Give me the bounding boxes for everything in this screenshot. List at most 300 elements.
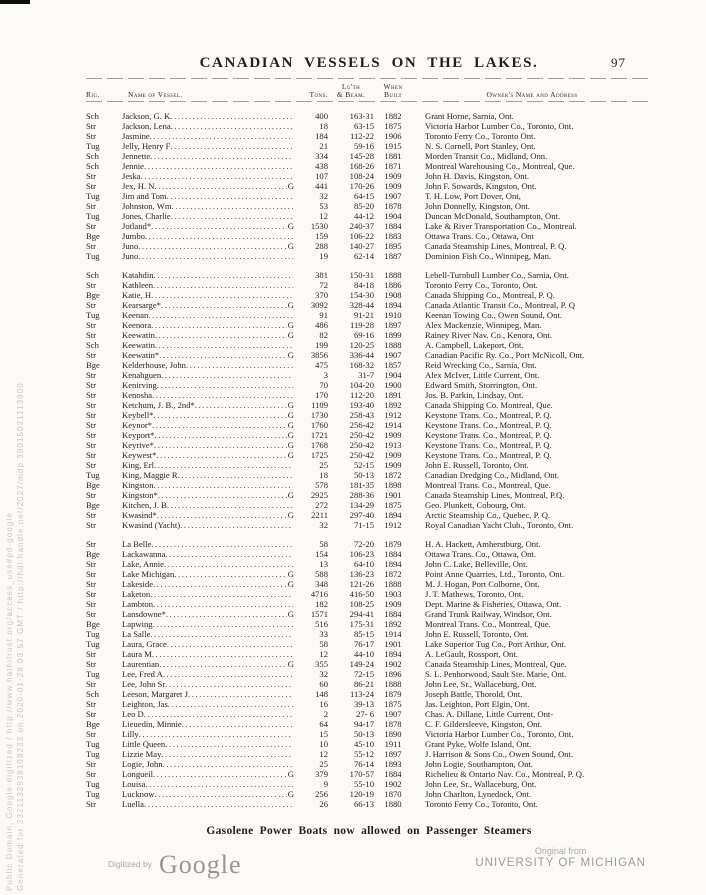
year-built-cell: 1892 <box>384 400 402 410</box>
vessel-name-cell <box>122 779 294 789</box>
table-row <box>86 799 652 809</box>
length-beam-cell: 85-20 <box>353 201 374 211</box>
g-mark: G <box>287 241 294 251</box>
table-row <box>86 121 652 131</box>
table-row <box>86 440 652 450</box>
length-beam-cell: 106-23 <box>349 549 374 559</box>
table-row <box>86 619 652 629</box>
vessel-name-cell <box>122 400 294 410</box>
vessel-name-cell <box>122 310 294 320</box>
owner-cell: Royal Canadian Yacht Club., Toronto, Ont. <box>425 520 574 530</box>
vessel-name-cell <box>122 430 294 440</box>
dot-leader <box>144 161 293 171</box>
owner-cell: Morden Transit Co., Midland, Onn. <box>425 151 548 161</box>
length-beam-cell: 55-12 <box>353 749 374 759</box>
vessel-name-cell <box>122 759 294 769</box>
year-built-cell: 1870 <box>384 789 402 799</box>
vessel-name: Lilly <box>122 729 139 739</box>
dot-leader <box>150 151 293 161</box>
tons-cell: 334 <box>315 151 328 161</box>
dot-leader <box>153 619 293 629</box>
table-row <box>86 470 652 480</box>
dot-leader <box>180 520 293 530</box>
column-header-rig: Rig. <box>86 90 100 99</box>
table-row <box>86 559 652 569</box>
column-header-length-beam <box>328 83 374 99</box>
vessel-name: Keynor* <box>122 420 153 430</box>
table-row <box>86 171 652 181</box>
rig-cell: Str <box>86 410 97 420</box>
dot-leader <box>144 799 293 809</box>
google-logo: Google <box>158 850 242 879</box>
dot-leader <box>171 211 293 221</box>
table-header-row <box>86 83 652 99</box>
owner-cell: Canadian Dredging Co., Midland, Ont. <box>425 470 560 480</box>
year-built-cell: 1913 <box>384 440 402 450</box>
owner-cell: Reid Wrecking Co., Sarnia, Ont. <box>425 360 537 370</box>
dot-leader <box>165 549 293 559</box>
dot-leader <box>151 290 293 300</box>
owner-cell: Montreal Trans. Co., Montreal, Que. <box>425 619 551 629</box>
vessel-name-cell <box>122 141 294 151</box>
rig-cell: Bge <box>86 360 100 370</box>
length-beam-cell: 52-15 <box>353 460 374 470</box>
rig-cell: Tug <box>86 211 100 221</box>
vessel-name-cell <box>122 480 294 490</box>
rig-cell: Str <box>86 330 97 340</box>
vessel-name: Kearsarge* <box>122 300 161 310</box>
table-row <box>86 719 652 729</box>
year-built-cell: 1909 <box>384 181 402 191</box>
table-row <box>86 510 652 520</box>
owner-cell: H. A. Hackett, Amherstburg, Ont. <box>425 539 541 549</box>
table-row <box>86 410 652 420</box>
owner-cell: T. H. Low, Port Dover, Ont, <box>425 191 521 201</box>
year-built-cell: 1910 <box>384 310 402 320</box>
rig-cell: Str <box>86 709 97 719</box>
length-beam-cell: 336-44 <box>349 350 374 360</box>
rig-cell: Str <box>86 520 97 530</box>
dot-leader <box>156 450 286 460</box>
dot-leader <box>159 659 287 669</box>
tons-cell: 2 <box>323 709 328 719</box>
owner-cell: Montreal Trans. Co., Montreal, Que. <box>425 480 551 490</box>
g-mark: G <box>287 350 294 360</box>
owner-cell: M. J. Hogan, Port Colborne, Ont. <box>425 579 540 589</box>
year-built-cell: 1907 <box>384 191 402 201</box>
year-built-cell: 1892 <box>384 619 402 629</box>
table-row <box>86 131 652 141</box>
rig-cell: Str <box>86 659 97 669</box>
owner-cell: Keystone Trans. Co., Montreal, P. Q. <box>425 420 552 430</box>
year-built-cell: 1907 <box>384 709 402 719</box>
vessel-name: Kingston <box>122 480 154 490</box>
length-beam-cell: 45-10 <box>353 739 374 749</box>
length-beam-cell: 69-16 <box>353 330 374 340</box>
year-built-cell: 1857 <box>384 360 402 370</box>
length-beam-cell: 112-22 <box>349 131 374 141</box>
owner-cell: Ottawa Trans. Co., Ottawa, Ont <box>425 231 534 241</box>
owner-cell: John H. Davis, Kingston, Ont. <box>425 171 530 181</box>
table-row <box>86 231 652 241</box>
dot-leader <box>151 539 293 549</box>
vessel-name-cell <box>122 669 294 679</box>
year-built-cell: 1894 <box>384 300 402 310</box>
length-beam-cell: 168-26 <box>349 161 374 171</box>
rig-cell: Str <box>86 460 97 470</box>
rig-cell: Str <box>86 559 97 569</box>
g-mark: G <box>287 430 294 440</box>
length-beam-cell: 71-15 <box>353 520 374 530</box>
tons-cell: 199 <box>315 340 328 350</box>
length-beam-cell: 91-21 <box>353 310 374 320</box>
length-beam-cell: 62-14 <box>353 251 374 261</box>
column-header-built-line: Built <box>384 90 402 99</box>
year-built-cell: 1915 <box>384 141 402 151</box>
year-built-cell: 1909 <box>384 430 402 440</box>
dot-leader <box>152 649 293 659</box>
rig-cell: Tug <box>86 470 100 480</box>
dot-leader <box>152 390 293 400</box>
vessel-name-cell <box>122 639 294 649</box>
table-row <box>86 569 652 579</box>
owner-cell: S. L. Penhorwood, Sault Ste. Marie, Ont. <box>425 669 567 679</box>
year-built-cell: 1884 <box>384 769 402 779</box>
rig-cell: Bge <box>86 480 100 490</box>
g-mark: G <box>287 440 294 450</box>
vessel-name: Jones, Charlie <box>122 211 171 221</box>
vessel-name-cell <box>122 191 294 201</box>
vessel-name: Keenora <box>122 320 152 330</box>
length-beam-cell: 193-40 <box>349 400 374 410</box>
vessel-name: Lieuedin, Minnie <box>122 719 182 729</box>
table-row <box>86 779 652 789</box>
rig-cell: Sch <box>86 161 99 171</box>
year-built-cell: 1871 <box>384 161 402 171</box>
owner-cell: Richelieu & Ontario Nav. Co., Montreal, P. Q. <box>425 769 585 779</box>
vessel-name-cell <box>122 360 294 370</box>
original-from-label: Original from <box>534 846 587 856</box>
length-beam-cell: 140-27 <box>349 241 374 251</box>
table-row <box>86 629 652 639</box>
owner-cell: Canadian Pacific Ry. Co., Port McNicoll, Ont. <box>425 350 585 360</box>
table-row <box>86 350 652 360</box>
table-row <box>86 290 652 300</box>
g-mark: G <box>287 320 294 330</box>
dot-leader <box>154 430 286 440</box>
vessel-name: Kwasind* <box>122 510 157 520</box>
year-built-cell: 1914 <box>384 420 402 430</box>
table-row <box>86 460 652 470</box>
length-beam-cell: 112-20 <box>349 390 374 400</box>
owner-cell: Alex McIver, Little Current, Ont. <box>425 370 540 380</box>
owner-cell: John Charlton, Lynedock, Ont. <box>425 789 531 799</box>
owner-cell: Geo. Plunkett, Cobourg, Ont. <box>425 500 526 510</box>
dot-leader <box>152 420 287 430</box>
vessel-name-cell <box>122 161 294 171</box>
length-beam-cell: 288-36 <box>349 490 374 500</box>
rig-cell: Str <box>86 579 97 589</box>
vessel-name: Laura M <box>122 649 152 659</box>
vessel-name-cell <box>122 749 294 759</box>
vessel-name-cell <box>122 589 294 599</box>
column-header-name: Name of Vessel. <box>128 90 183 99</box>
vessel-name: Louisa <box>122 779 146 789</box>
dot-leader <box>167 500 293 510</box>
year-built-cell: 1900 <box>384 380 402 390</box>
length-beam-cell: 104-20 <box>349 380 374 390</box>
vessel-table-body <box>86 111 652 809</box>
rig-cell: Str <box>86 380 97 390</box>
year-built-cell: 1878 <box>384 719 402 729</box>
tons-cell: 58 <box>319 639 328 649</box>
length-beam-cell: 86-21 <box>353 679 374 689</box>
owner-cell: Arctic Steamship Co., Quebec, P. Q. <box>425 510 551 520</box>
g-mark: G <box>287 510 294 520</box>
dot-leader <box>154 181 286 191</box>
year-built-cell: 1888 <box>384 270 402 280</box>
owner-cell: Canada Shipping Co., Montreal, P. Q. <box>425 290 555 300</box>
tons-cell: 288 <box>315 241 328 251</box>
year-built-cell: 1888 <box>384 340 402 350</box>
table-row <box>86 589 652 599</box>
rig-cell: Str <box>86 320 97 330</box>
g-mark: G <box>287 420 294 430</box>
year-built-cell: 1878 <box>384 201 402 211</box>
tons-cell: 25 <box>319 759 328 769</box>
rig-cell: Str <box>86 440 97 450</box>
tons-cell: 64 <box>319 719 328 729</box>
vessel-name: Lake Michigan <box>122 569 175 579</box>
vessel-name: Lee, Fred A <box>122 669 163 679</box>
g-mark: G <box>287 569 294 579</box>
vessel-name-cell <box>122 290 294 300</box>
vessel-name-cell <box>122 241 294 251</box>
year-built-cell: 1912 <box>384 520 402 530</box>
rig-cell: Str <box>86 679 97 689</box>
vessel-name-cell <box>122 330 294 340</box>
length-beam-cell: 328-44 <box>349 300 374 310</box>
vessel-name: Little Queen <box>122 739 166 749</box>
dot-leader <box>182 719 293 729</box>
dot-leader <box>157 380 293 390</box>
year-built-cell: 1887 <box>384 251 402 261</box>
owner-cell: Canada Atlantic Transit Co., Montreal, P. Q <box>425 300 575 310</box>
vessel-name-cell <box>122 231 294 241</box>
vessel-name-cell <box>122 181 294 191</box>
owner-cell: Victoria Harbor Lumber Co., Toronto, Ont. <box>425 729 574 739</box>
table-row <box>86 490 652 500</box>
length-beam-cell: 120-25 <box>349 340 374 350</box>
owner-cell: Grant Horne, Sarnia, Ont. <box>425 111 514 121</box>
tons-cell: 1109 <box>311 400 328 410</box>
rig-cell: Bge <box>86 500 100 510</box>
dot-leader <box>153 769 287 779</box>
rig-cell: Str <box>86 799 97 809</box>
owner-cell: N. S. Cornell, Port Stanley, Ont. <box>425 141 536 151</box>
year-built-cell: 1908 <box>384 290 402 300</box>
tons-cell: 588 <box>315 569 328 579</box>
vessel-name-cell <box>122 500 294 510</box>
dot-leader <box>164 559 293 569</box>
length-beam-cell: 72-20 <box>353 539 374 549</box>
tons-cell: 10 <box>319 739 328 749</box>
dot-leader <box>144 709 293 719</box>
table-row <box>86 480 652 490</box>
rig-cell: Tug <box>86 789 100 799</box>
owner-cell: Grand Trunk Railway, Windsor, Ont. <box>425 609 552 619</box>
column-header-when-line: When <box>383 82 403 91</box>
vessel-name-cell <box>122 350 294 360</box>
dot-leader <box>155 340 293 350</box>
tons-cell: 272 <box>315 500 328 510</box>
table-row <box>86 360 652 370</box>
owner-cell: Lebell-Turnbull Lumber Co., Sarnia, Ont. <box>425 270 569 280</box>
table-row <box>86 181 652 191</box>
dot-leader <box>154 460 293 470</box>
year-built-cell: 1903 <box>384 589 402 599</box>
owner-cell: Dept. Marine & Fisheries, Ottawa, Ont. <box>425 599 562 609</box>
length-beam-cell: 294-41 <box>349 609 374 619</box>
year-built-cell: 1875 <box>384 699 402 709</box>
tons-cell: 1760 <box>310 420 328 430</box>
tons-cell: 184 <box>315 131 328 141</box>
year-built-cell: 1909 <box>384 171 402 181</box>
length-beam-cell: 170-26 <box>349 181 374 191</box>
rig-cell: Str <box>86 699 97 709</box>
vessel-name: King, Erl <box>122 460 154 470</box>
year-built-cell: 1909 <box>384 599 402 609</box>
dot-leader <box>188 689 293 699</box>
table-row <box>86 270 652 280</box>
g-mark: G <box>287 659 294 669</box>
owner-cell: Edward Smith, Storrington, Ont. <box>425 380 538 390</box>
vessel-name-cell <box>122 211 294 221</box>
vessel-name-cell <box>122 450 294 460</box>
year-built-cell: 1901 <box>384 490 402 500</box>
length-beam-cell: 240-37 <box>349 221 374 231</box>
length-beam-cell: 31-7 <box>358 370 374 380</box>
length-beam-cell: 76-17 <box>353 639 374 649</box>
year-built-cell: 1881 <box>384 151 402 161</box>
length-beam-cell: 64-15 <box>353 191 374 201</box>
table-row <box>86 280 652 290</box>
vessel-name: Keenan <box>122 310 149 320</box>
year-built-cell: 1886 <box>384 280 402 290</box>
table-row <box>86 759 652 769</box>
column-header-beam-line: & Beam. <box>336 90 366 99</box>
dot-leader <box>167 191 293 201</box>
rig-cell: Str <box>86 241 97 251</box>
rig-cell: Str <box>86 609 97 619</box>
owner-cell: Joseph Battle, Thorold, Ont. <box>425 689 523 699</box>
tons-cell: 400 <box>315 111 328 121</box>
table-row <box>86 659 652 669</box>
vessel-name: Lansdowne* <box>122 609 166 619</box>
g-mark: G <box>287 221 294 231</box>
year-built-cell: 1904 <box>384 211 402 221</box>
table-row <box>86 749 652 759</box>
tons-cell: 379 <box>315 769 328 779</box>
vessel-name-cell <box>122 729 294 739</box>
dot-leader <box>174 569 287 579</box>
column-header-when-built <box>374 83 412 99</box>
length-beam-cell: 250-42 <box>349 450 374 460</box>
table-row <box>86 500 652 510</box>
rig-cell: Tug <box>86 629 100 639</box>
vessel-name-cell <box>122 370 294 380</box>
year-built-cell: 1898 <box>384 480 402 490</box>
vessel-name: King, Maggie R <box>122 470 178 480</box>
table-row <box>86 380 652 390</box>
tons-cell: 1571 <box>310 609 328 619</box>
dot-leader <box>159 350 287 360</box>
g-mark: G <box>287 769 294 779</box>
length-beam-cell: 250-42 <box>349 440 374 450</box>
length-beam-cell: 134-29 <box>349 500 374 510</box>
length-beam-cell: 63-15 <box>353 121 374 131</box>
table-row <box>86 300 652 310</box>
vessel-name-cell <box>122 539 294 549</box>
owner-cell: John Logie, Southampton, Ont. <box>425 759 533 769</box>
table-row <box>86 599 652 609</box>
rig-cell: Tug <box>86 739 100 749</box>
table-row <box>86 649 652 659</box>
length-beam-cell: 50-13 <box>353 470 374 480</box>
dot-leader <box>148 310 293 320</box>
tons-cell: 9 <box>323 779 328 789</box>
owner-cell: John Lee, Sr., Wallaceburg, Ont. <box>425 779 537 789</box>
rig-cell: Str <box>86 280 97 290</box>
owner-cell: Keystone Trans. Co., Montreal, P. Q. <box>425 410 552 420</box>
rig-cell: Str <box>86 599 97 609</box>
tons-cell: 18 <box>319 470 328 480</box>
tons-cell: 32 <box>319 520 328 530</box>
length-beam-cell: 145-28 <box>349 151 374 161</box>
table-row <box>86 549 652 559</box>
year-built-cell: 1882 <box>384 111 402 121</box>
vessel-name: Lake, Annie <box>122 559 164 569</box>
vessel-name-cell <box>122 121 294 131</box>
tons-cell: 1721 <box>310 430 328 440</box>
rig-cell: Str <box>86 769 97 779</box>
vessel-name-cell <box>122 270 294 280</box>
rig-cell: Sch <box>86 689 99 699</box>
dot-leader <box>145 779 293 789</box>
original-from-block <box>475 845 646 869</box>
owner-cell: Rainey River Nav. Co., Kenora, Ont. <box>425 330 552 340</box>
table-row <box>86 679 652 689</box>
tons-cell: 107 <box>315 171 328 181</box>
vessel-name-cell <box>122 111 294 121</box>
column-header-lgth-line: Lg'th <box>341 82 361 91</box>
column-header-owner: Owner's Name and Address <box>486 90 578 99</box>
dot-leader <box>166 609 287 619</box>
length-beam-cell: 170-57 <box>349 769 374 779</box>
rig-cell: Str <box>86 400 97 410</box>
owner-cell: Dominion Fish Co., Winnipeg, Man. <box>425 251 552 261</box>
length-beam-cell: 108-25 <box>349 599 374 609</box>
rule-under-title <box>86 78 652 79</box>
vessel-name: Jasmine <box>122 131 150 141</box>
rig-cell: Str <box>86 131 97 141</box>
year-built-cell: 1875 <box>384 500 402 510</box>
vessel-name: Laketon <box>122 589 151 599</box>
rig-cell: Bge <box>86 231 100 241</box>
dot-leader <box>150 131 293 141</box>
tons-cell: 355 <box>315 659 328 669</box>
year-built-cell: 1884 <box>384 549 402 559</box>
